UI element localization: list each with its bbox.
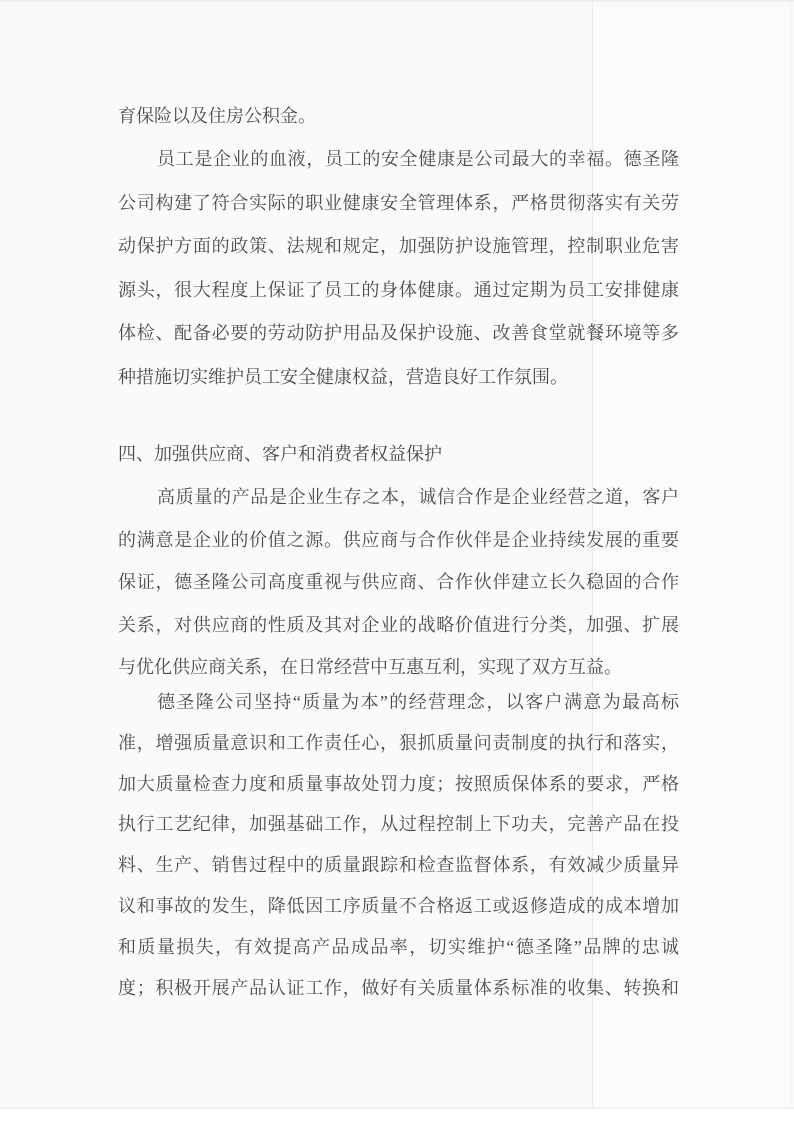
text-line: 议和事故的发生，降低因工序质量不合格返工或返修造成的成本增加 bbox=[118, 895, 679, 916]
text-line: 料、生产、销售过程中的质量跟踪和检查监督体系，有效减少质量异 bbox=[118, 855, 679, 876]
heading-line: 四、加强供应商、客户和消费者权益保护 bbox=[118, 444, 442, 464]
text-line: 公司构建了符合实际的职业健康安全管理体系，严格贯彻落实有关劳 bbox=[118, 192, 679, 213]
text-line: 度；积极开展产品认证工作，做好有关质量体系标准的收集、转换和 bbox=[118, 977, 679, 998]
text-line: 育保险以及住房公积金。 bbox=[118, 106, 316, 126]
paragraph-p-continued bbox=[118, 95, 679, 139]
text-line: 与优化供应商关系，在日常经营中互惠互利，实现了双方互益。 bbox=[118, 657, 622, 677]
text-line: 种措施切实维护员工安全健康权益，营造良好工作氛围。 bbox=[118, 366, 568, 387]
text-line: 保证，德圣隆公司高度重视与供应商、合作伙伴建立长久稳固的合作 bbox=[118, 572, 679, 592]
text-line: 准，增强质量意识和工作责任心，狠抓质量问责制度的执行和落实， bbox=[118, 732, 679, 753]
text-line: 和质量损失，有效提高产品成品率，切实维护“德圣隆”品牌的忠诚 bbox=[118, 936, 679, 957]
section-heading bbox=[118, 433, 679, 477]
paragraph-p-quality bbox=[118, 682, 679, 1008]
paragraph-p-employee-health bbox=[118, 138, 679, 399]
text-line: 高质量的产品是企业生存之本，诚信合作是企业经营之道，客户 bbox=[157, 487, 679, 507]
text-line: 员工是企业的血液，员工的安全健康是公司最大的幸福。德圣隆 bbox=[157, 149, 679, 169]
text-line: 的满意是企业的价值之源。供应商与合作伙伴是企业持续发展的重要 bbox=[118, 529, 679, 550]
text-line: 关系，对供应商的性质及其对企业的战略价值进行分类，加强、扩展 bbox=[118, 614, 679, 635]
text-line: 加大质量检查力度和质量事故处罚力度；按照质保体系的要求，严格 bbox=[118, 773, 679, 794]
text-line: 体检、配备必要的劳动防护用品及保护设施、改善食堂就餐环境等多 bbox=[118, 323, 679, 343]
text-line: 德圣隆公司坚持“质量为本”的经营理念，以客户满意为最高标 bbox=[157, 692, 679, 712]
text-line: 执行工艺纪律，加强基础工作，从过程控制上下功夫，完善产品在投 bbox=[118, 814, 679, 835]
paragraph-p-supplier bbox=[118, 476, 679, 689]
text-line: 动保护方面的政策、法规和规定，加强防护设施管理，控制职业危害 bbox=[118, 236, 679, 256]
text-line: 源头，很大程度上保证了员工的身体健康。通过定期为员工安排健康 bbox=[118, 279, 679, 300]
